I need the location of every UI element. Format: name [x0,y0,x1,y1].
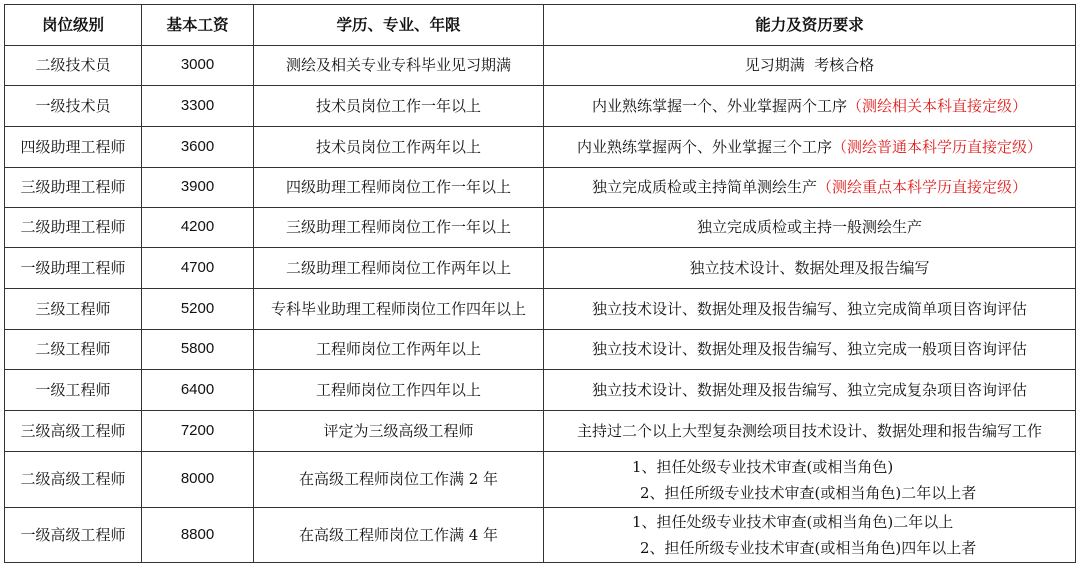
header-education: 学历、专业、年限 [254,5,544,46]
cell-requirements [544,452,1076,508]
cell-requirements: 独立技术设计、数据处理及报告编写、独立完成复杂项目咨询评估 [544,370,1076,411]
cell-level: 二级技术员 [5,46,142,86]
table-row [5,208,1076,248]
cell-salary: 3900 [142,168,254,208]
table-row [5,508,1076,563]
cell-level: 二级助理工程师 [5,208,142,248]
cell-salary: 7200 [142,411,254,452]
table-row [5,127,1076,168]
table-row [5,248,1076,289]
requirement-text: 内业熟练掌握一个、外业掌握两个工序 [591,96,847,115]
header-requirements: 能力及资历要求 [544,5,1076,46]
cell-level: 三级高级工程师 [5,411,142,452]
cell-salary: 3000 [142,46,254,86]
cell-salary: 3600 [142,127,254,168]
cell-education: 测绘及相关专业专科毕业见习期满 [254,46,544,86]
cell-salary: 5200 [142,289,254,330]
cell-level: 三级工程师 [5,289,142,330]
cell-requirements [544,168,1076,208]
requirement-text: 独立完成质检或主持简单测绘生产 [591,178,817,197]
cell-level: 三级助理工程师 [5,168,142,208]
header-salary: 基本工资 [142,5,254,46]
cell-education: 工程师岗位工作四年以上 [254,370,544,411]
cell-salary: 3300 [142,86,254,127]
requirement-text: 见习期满 考核合格 [744,56,875,75]
table-row [5,46,1076,86]
cell-education: 在高级工程师岗位工作满 2 年 [254,452,544,508]
requirement-note: （测绘相关本科直接定级） [847,96,1028,115]
cell-level: 一级助理工程师 [5,248,142,289]
cell-requirements: 独立技术设计、数据处理及报告编写、独立完成简单项目咨询评估 [544,289,1076,330]
cell-education: 四级助理工程师岗位工作一年以上 [254,168,544,208]
cell-education: 评定为三级高级工程师 [254,411,544,452]
cell-education: 技术员岗位工作一年以上 [254,86,544,127]
requirement-note: （测绘重点本科学历直接定级） [817,178,1028,197]
salary-grade-table [4,4,1076,563]
header-row [5,5,1076,46]
cell-requirements [544,508,1076,563]
requirement-line-2: 2、担任所级专业技术审查(或相当角色)四年以上者 [640,539,977,557]
cell-salary: 4200 [142,208,254,248]
table-row [5,452,1076,508]
cell-level: 二级工程师 [5,330,142,370]
requirement-note: （测绘普通本科学历直接定级） [832,137,1043,156]
table-row [5,330,1076,370]
requirement-line-1: 1、担任处级专业技术审查(或相当角色)二年以上 [632,513,954,531]
cell-education: 在高级工程师岗位工作满 4 年 [254,508,544,563]
cell-salary: 5800 [142,330,254,370]
cell-education: 工程师岗位工作两年以上 [254,330,544,370]
cell-requirements: 主持过二个以上大型复杂测绘项目技术设计、数据处理和报告编写工作 [544,411,1076,452]
cell-education: 专科毕业助理工程师岗位工作四年以上 [254,289,544,330]
cell-salary: 8800 [142,508,254,563]
cell-level: 一级技术员 [5,86,142,127]
cell-salary: 6400 [142,370,254,411]
header-level: 岗位级别 [5,5,142,46]
cell-requirements [544,86,1076,127]
cell-level: 一级高级工程师 [5,508,142,563]
table-row [5,86,1076,127]
cell-salary: 8000 [142,452,254,508]
cell-level: 一级工程师 [5,370,142,411]
requirement-text: 内业熟练掌握两个、外业掌握三个工序 [576,137,832,156]
cell-education: 技术员岗位工作两年以上 [254,127,544,168]
requirement-line-1: 1、担任处级专业技术审查(或相当角色) [632,457,894,476]
cell-education: 二级助理工程师岗位工作两年以上 [254,248,544,289]
requirement-line-2: 2、担任所级专业技术审查(或相当角色)二年以上者 [640,483,977,502]
cell-requirements: 独立技术设计、数据处理及报告编写 [544,248,1076,289]
table-row [5,370,1076,411]
cell-requirements: 独立完成质检或主持一般测绘生产 [544,208,1076,248]
table-row [5,289,1076,330]
cell-level: 四级助理工程师 [5,127,142,168]
table-row [5,168,1076,208]
cell-salary: 4700 [142,248,254,289]
cell-requirements [544,46,1076,86]
table-row [5,411,1076,452]
cell-requirements: 独立技术设计、数据处理及报告编写、独立完成一般项目咨询评估 [544,330,1076,370]
cell-education: 三级助理工程师岗位工作一年以上 [254,208,544,248]
cell-requirements [544,127,1076,168]
cell-level: 二级高级工程师 [5,452,142,508]
